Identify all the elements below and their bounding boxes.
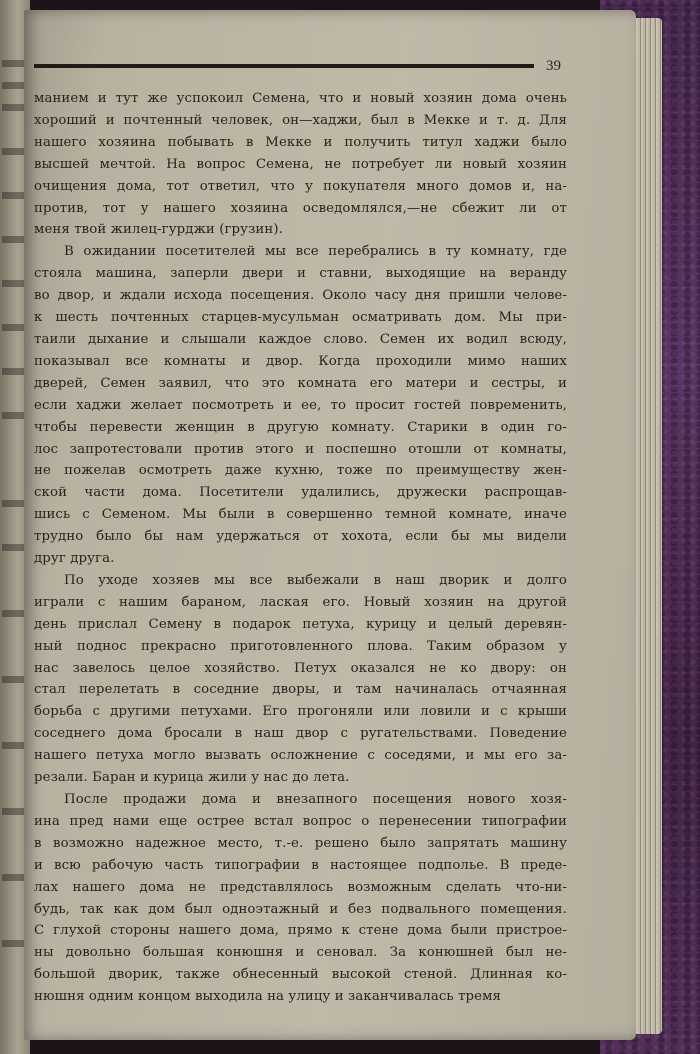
text-line: играли с нашим бараном, лаская его. Новый хозяин на другой bbox=[34, 594, 567, 610]
text-line: ской части дома. Посетители удалились, дружески распрощав- bbox=[34, 485, 567, 501]
text-line: будь, так как дом был одноэтажный и без подвального помещения. bbox=[34, 901, 567, 917]
text-line: день прислал Семену в подарок петуха, курицу и целый деревян- bbox=[34, 616, 567, 632]
text-line: высшей мечтой. На вопрос Семена, не потребует ли новый хозяин bbox=[34, 156, 567, 172]
text-line: показывал все комнаты и двор. Когда проходили мимо наших bbox=[34, 353, 567, 369]
text-line: и всю рабочую часть типографии в настоящее подполье. В преде- bbox=[34, 857, 567, 873]
text-line: очищения дома, тот ответил, что у покупателя много домов и, на- bbox=[34, 178, 567, 194]
text-line: манием и тут же успокоил Семена, что и новый хозяин дома очень bbox=[34, 91, 567, 106]
text-line: таили дыхание и слышали каждое слово. Семен их водил всюду, bbox=[34, 331, 567, 347]
text-line: дверей, Семен заявил, что это комната его матери и сестры, и bbox=[34, 375, 567, 391]
page-number: 39 bbox=[546, 58, 561, 74]
text-line: После продажи дома и внезапного посещения нового хозя- bbox=[64, 792, 567, 807]
text-line: резали. Баран и курица жили у нас до лета. bbox=[34, 770, 350, 786]
text-line: меня твой жилец-гурджи (грузин). bbox=[34, 222, 283, 238]
text-line: ны довольно большая конюшня и сеновал. За конюшней был не- bbox=[34, 945, 567, 961]
text-line: друг друга. bbox=[34, 551, 115, 567]
paragraph bbox=[34, 570, 567, 789]
paragraph bbox=[34, 241, 567, 570]
text-line: чтобы перевести женщин в другую комнату. Старики в один го- bbox=[34, 419, 567, 435]
text-line: не пожелав осмотреть даже кухню, тоже по преимуществу жен- bbox=[34, 463, 567, 479]
text-line: хороший и почтенный человек, он—хаджи, был в Мекке и т. д. Для bbox=[34, 112, 567, 128]
text-line: ина пред нами еще острее встал вопрос о перенесении типографии bbox=[34, 813, 567, 829]
text-line: если хаджи желает посмотреть и ее, то просит гостей повременить, bbox=[34, 397, 567, 413]
text-line: С глухой стороны нашего дома, прямо к стене дома были пристрое- bbox=[34, 923, 567, 939]
text-line: в возможно надежное место, т.-е. решено было запрятать машину bbox=[34, 835, 567, 851]
text-line: стал перелетать в соседние дворы, и там начиналась отчаянная bbox=[34, 682, 567, 698]
text-line: против, тот у нашего хозяина осведомлялся,—не сбежит ли от bbox=[34, 200, 567, 216]
text-line: По уходе хозяев мы все выбежали в наш дворик и долго bbox=[64, 572, 567, 588]
text-line: ный поднос прекрасно приготовленного плова. Таким образом у bbox=[34, 638, 567, 654]
header-rule bbox=[34, 64, 534, 68]
paragraph bbox=[34, 88, 567, 241]
text-line: нас завелось целое хозяйство. Петух оказался не ко двору: он bbox=[34, 660, 567, 676]
paragraph bbox=[34, 789, 567, 1008]
text-line: во двор, и ждали исхода посещения. Около часу дня пришли челове- bbox=[34, 288, 567, 304]
page-body-text bbox=[34, 88, 567, 1008]
text-line: нашего хозяина побывать в Мекке и получить титул хаджи было bbox=[34, 134, 567, 150]
text-line: стояла машина, заперли двери и ставни, выходящие на веранду bbox=[34, 266, 567, 282]
text-line: шись с Семеном. Мы были в совершенно темной комнате, иначе bbox=[34, 507, 567, 523]
text-line: В ожидании посетителей мы все перебрались в ту комнату, где bbox=[64, 244, 567, 260]
text-line: борьба с другими петухами. Его прогоняли или ловили и с крыши bbox=[34, 704, 567, 720]
text-line: нашего петуха могло вызвать осложнение с соседями, и мы его за- bbox=[34, 748, 567, 764]
text-line: соседнего дома бросали в наш двор с ругательствами. Поведение bbox=[34, 726, 567, 742]
text-line: большой дворик, также обнесенный высокой стеной. Длинная ко- bbox=[34, 967, 567, 983]
text-line: трудно было бы нам удержаться от хохота, если бы мы видели bbox=[34, 529, 567, 545]
text-line: лос запротестовали против этого и поспешно отошли от комнаты, bbox=[34, 441, 567, 457]
text-line: к шесть почтенных старцев-мусульман осматривать дом. Мы при- bbox=[34, 310, 567, 326]
text-line: лах нашего дома не представлялось возможным сделать что-ни- bbox=[34, 879, 567, 895]
text-line: нюшня одним концом выходила на улицу и заканчивалась тремя bbox=[34, 989, 502, 1005]
